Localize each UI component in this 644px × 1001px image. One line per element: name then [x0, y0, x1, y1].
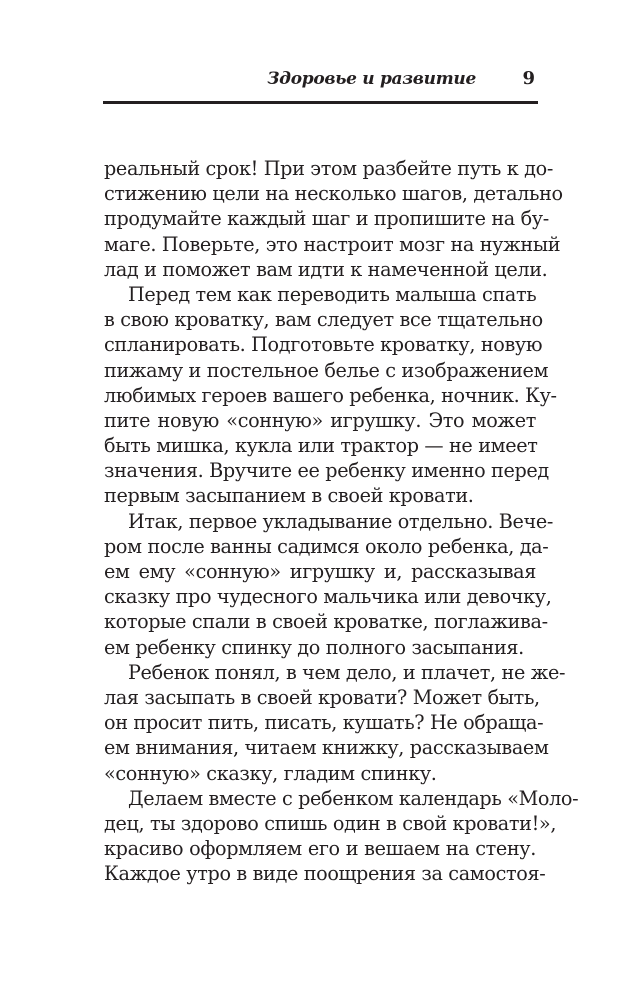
page-number: 9	[522, 68, 535, 89]
text-line: «сонную» сказку, гладим спинку.	[104, 761, 437, 785]
text-line: Ребенок понял, в чем дело, и плачет, не же-	[128, 660, 566, 684]
text-line: спланировать. Подготовьте кроватку, новую	[104, 333, 543, 357]
text-line: быть мишка, кукла или трактор — не имеет	[104, 434, 538, 458]
text-line: Делаем вместе с ребенком календарь «Моло-	[128, 786, 579, 810]
text-line: пижаму и постельное белье с изображением	[104, 358, 549, 382]
text-line: любимых героев вашего ребенка, ночник. Ку-	[104, 383, 557, 407]
text-line: ем внимания, читаем книжку, рассказываем	[104, 736, 549, 760]
text-line: дец, ты здорово спишь один в свой кровати!»,	[104, 811, 557, 835]
text-line: лад и поможет вам идти к намеченной цели.	[104, 257, 548, 281]
text-line: стижению цели на несколько шагов, детально	[104, 182, 563, 206]
text-line: продумайте каждый шаг и пропишите на бу-	[104, 207, 549, 231]
text-line: пите новую «сонную» игрушку. Это может	[104, 408, 536, 432]
text-line: сказку про чудесного мальчика или девочку,	[104, 585, 552, 609]
text-line: Итак, первое укладывание отдельно. Вече-	[128, 509, 553, 533]
body-text	[104, 156, 579, 886]
running-head-title: Здоровье и развитие	[267, 69, 476, 89]
header-rule	[103, 101, 538, 104]
paragraph-2	[104, 282, 557, 509]
paragraph-3	[104, 509, 553, 660]
text-line: значения. Вручите ее ребенку именно перед	[104, 459, 549, 483]
running-head	[103, 64, 538, 104]
text-line: которые спали в своей кроватке, поглажива-	[104, 610, 548, 634]
text-line: реальный срок! При этом разбейте путь к до-	[104, 157, 553, 180]
text-line: маге. Поверьте, это настроит мозг на нужный	[104, 232, 561, 256]
text-line: Перед тем как переводить малыша спать	[128, 282, 537, 306]
text-line: Каждое утро в виде поощрения за самостоя-	[104, 862, 546, 886]
paragraph-4	[104, 660, 566, 786]
text-line: первым засыпанием в своей кровати.	[104, 484, 474, 508]
paragraph-1	[104, 156, 563, 282]
text-line: ем ребенку спинку до полного засыпания.	[104, 635, 524, 659]
text-line: он просит пить, писать, кушать? Не обраща-	[104, 711, 544, 735]
text-line: лая засыпать в своей кровати? Может быть,	[104, 685, 540, 709]
text-line: ром после ванны садимся около ребенка, да-	[104, 534, 549, 558]
text-line: в свою кроватку, вам следует все тщательно	[104, 308, 543, 332]
text-line: красиво оформляем его и вешаем на стену.	[104, 837, 536, 861]
text-line: ем ему «сонную» игрушку и, рассказывая	[104, 560, 536, 583]
paragraph-5	[104, 786, 579, 887]
